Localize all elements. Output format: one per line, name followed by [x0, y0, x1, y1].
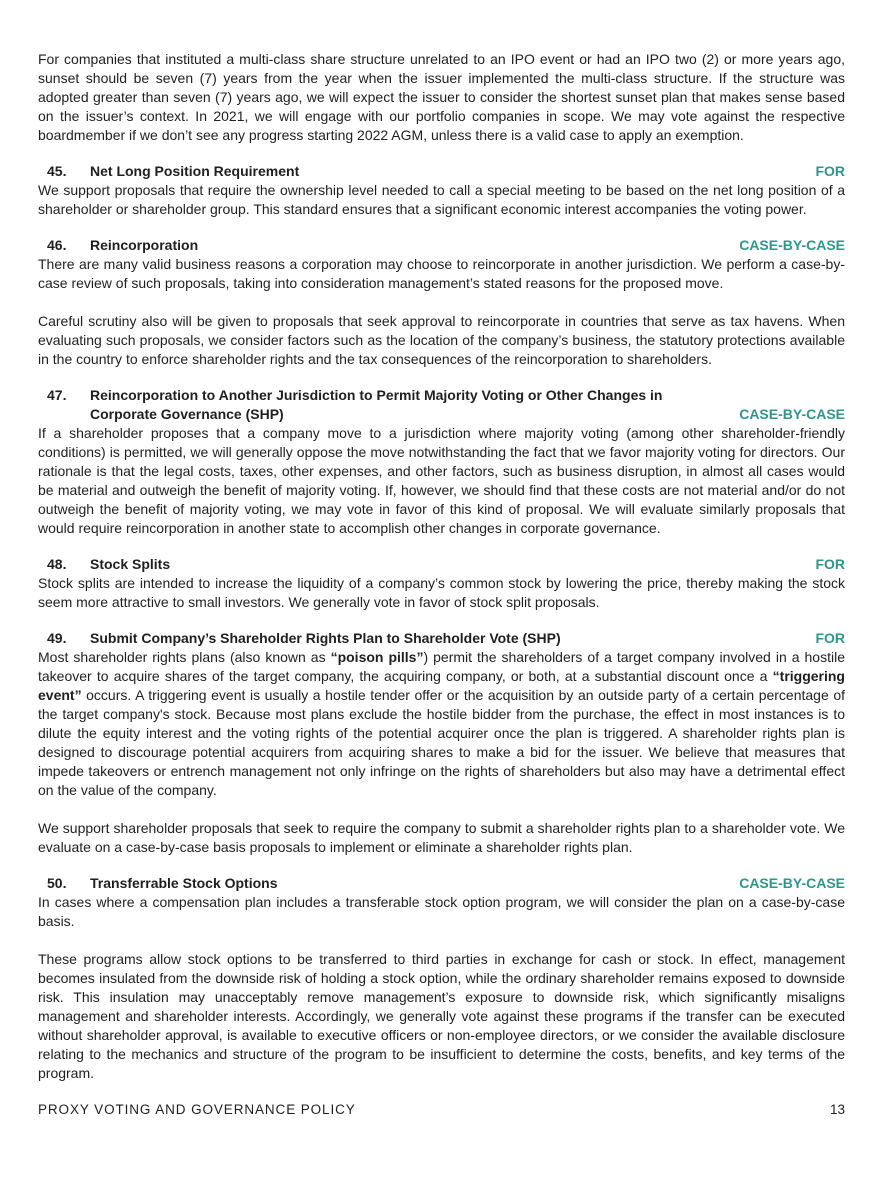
bold-text-run: “triggering event”: [38, 668, 845, 703]
section-paragraph-rich: [38, 648, 845, 800]
section-verdict: CASE-BY-CASE: [739, 875, 845, 891]
section-number: 48.: [47, 556, 67, 572]
section-heading: [38, 162, 845, 181]
section-verdict: FOR: [815, 163, 845, 179]
section-paragraph: Stock splits are intended to increase the liquidity of a company’s common stock by lowering the price, thereby making the stock seem more attractive to small investors. We generally vote in favor of stock split proposals.: [38, 575, 845, 610]
intro-paragraph: For companies that instituted a multi-class share structure unrelated to an IPO event or had an IPO two (2) or more years ago, sunset should be seven (7) years from the year when the issuer implemented the multi-class structure. If the structure was adopted greater than seven (7) years ago, we will expect the issuer to consider the shortest sunset plan that makes sense based on the issuer’s context. In 2021, we will engage with our portfolio companies in scope. We may vote against the respective boardmember if we don’t see any progress starting 2022 AGM, unless there is a valid case to apply an exemption.: [38, 51, 845, 143]
section-paragraph: We support shareholder proposals that seek to require the company to submit a shareholder rights plan to a shareholder vote. We evaluate on a case-by-case basis proposals to implement or eliminate a shareholder rights plan.: [38, 820, 845, 855]
section-number: 45.: [47, 163, 67, 179]
section-heading: [38, 386, 845, 424]
section-title: Reincorporation to Another Jurisdiction to Permit Majority Voting or Other Changes in Corporate Governance (SHP): [90, 387, 663, 422]
section-46: [38, 236, 845, 369]
section-45: [38, 162, 845, 219]
text-run: Most shareholder rights plans (also known as: [38, 649, 331, 665]
section-verdict: CASE-BY-CASE: [739, 406, 845, 422]
page-footer: [38, 1100, 845, 1119]
section-number: 50.: [47, 875, 67, 891]
section-title: Submit Company’s Shareholder Rights Plan to Shareholder Vote (SHP): [90, 630, 561, 646]
section-verdict: FOR: [815, 556, 845, 572]
section-paragraph: There are many valid business reasons a corporation may choose to reincorporate in another jurisdiction. We perform a case-by-case review of such proposals, taking into consideration management’s stated reasons for the proposed move.: [38, 256, 845, 291]
footer-document-title: PROXY VOTING AND GOVERNANCE POLICY: [38, 1102, 356, 1117]
section-paragraph: Careful scrutiny also will be given to proposals that seek approval to reincorporate in countries that serve as tax havens. When evaluating such proposals, we consider factors such as the location of the company’s business, the statutory protections available in the country to enforce shareholder rights and the tax consequences of the reincorporation to shareholders.: [38, 313, 845, 367]
section-title: Stock Splits: [90, 556, 171, 572]
footer-page-number: 13: [829, 1102, 845, 1117]
bold-text-run: “poison pills”: [330, 649, 424, 665]
section-verdict: FOR: [815, 630, 845, 646]
text-run: ) permit the shareholders of a target company involved in a hostile takeover to acquire shares of the target company, the acquiring company, or both, at a substantial discount once a: [38, 649, 845, 684]
section-number: 46.: [47, 237, 67, 253]
section-49: [38, 629, 845, 857]
section-title: Reincorporation: [90, 237, 199, 253]
section-50: [38, 874, 845, 1083]
section-title: Transferrable Stock Options: [90, 875, 278, 891]
section-heading: [38, 236, 845, 255]
section-heading: [38, 874, 845, 893]
section-paragraph: In cases where a compensation plan includes a transferable stock option program, we will consider the plan on a case-by-case basis.: [38, 894, 845, 929]
section-paragraph: If a shareholder proposes that a company move to a jurisdiction where majority voting (among other shareholder-friendly conditions) is permitted, we will generally oppose the move notwithstanding the fact that we favor majority voting for directors. Our rationale is that the legal costs, taxes, other expenses, and other factors, such as business disruption, in almost all cases would be material and outweigh the benefit of majority voting. If, however, we should find that these costs are not material and/or do not outweigh the benefit of majority voting, we may vote in favor of this kind of proposal. We will evaluate similarly proposals that would require reincorporation in another state to accomplish other changes in corporate governance.: [38, 425, 845, 536]
section-number: 47.: [47, 387, 67, 403]
section-47: [38, 386, 845, 538]
section-number: 49.: [47, 630, 67, 646]
text-run: occurs. A triggering event is usually a hostile tender offer or the acquisition by an outside party of a certain percentage of the target company's stock. Because most plans exclude the hostile bidder from the purchase, the effect in most instances is to dilute the equity interest and the voting rights of the potential acquirer once the plan is triggered. A shareholder rights plan is designed to discourage potential acquirers from acquiring shares to make a bid for the issuer. We believe that measures that impede takeovers or entrench management not only infringe on the rights of shareholders but also may have a detrimental effect on the value of the company.: [38, 687, 845, 798]
section-heading: [38, 555, 845, 574]
section-48: [38, 555, 845, 612]
section-heading: [38, 629, 845, 648]
section-paragraph: We support proposals that require the ownership level needed to call a special meeting to be based on the net long position of a shareholder or shareholder group. This standard ensures that a significant economic interest accompanies the voting power.: [38, 182, 845, 217]
section-paragraph: These programs allow stock options to be transferred to third parties in exchange for cash or stock. In effect, management becomes insulated from the downside risk of holding a stock option, while the ordinary shareholder remains exposed to downside risk. This insulation may unacceptably remove management’s exposure to downside risk, which significantly misaligns management and shareholder interests. Accordingly, we generally vote against these programs if the transfer can be executed without shareholder approval, is available to executive officers or non-employee directors, or we consider the available disclosure relating to the mechanics and structure of the program to be insufficient to determine the costs, benefits, and key terms of the program.: [38, 951, 845, 1081]
section-verdict: CASE-BY-CASE: [739, 237, 845, 253]
section-title: Net Long Position Requirement: [90, 163, 300, 179]
